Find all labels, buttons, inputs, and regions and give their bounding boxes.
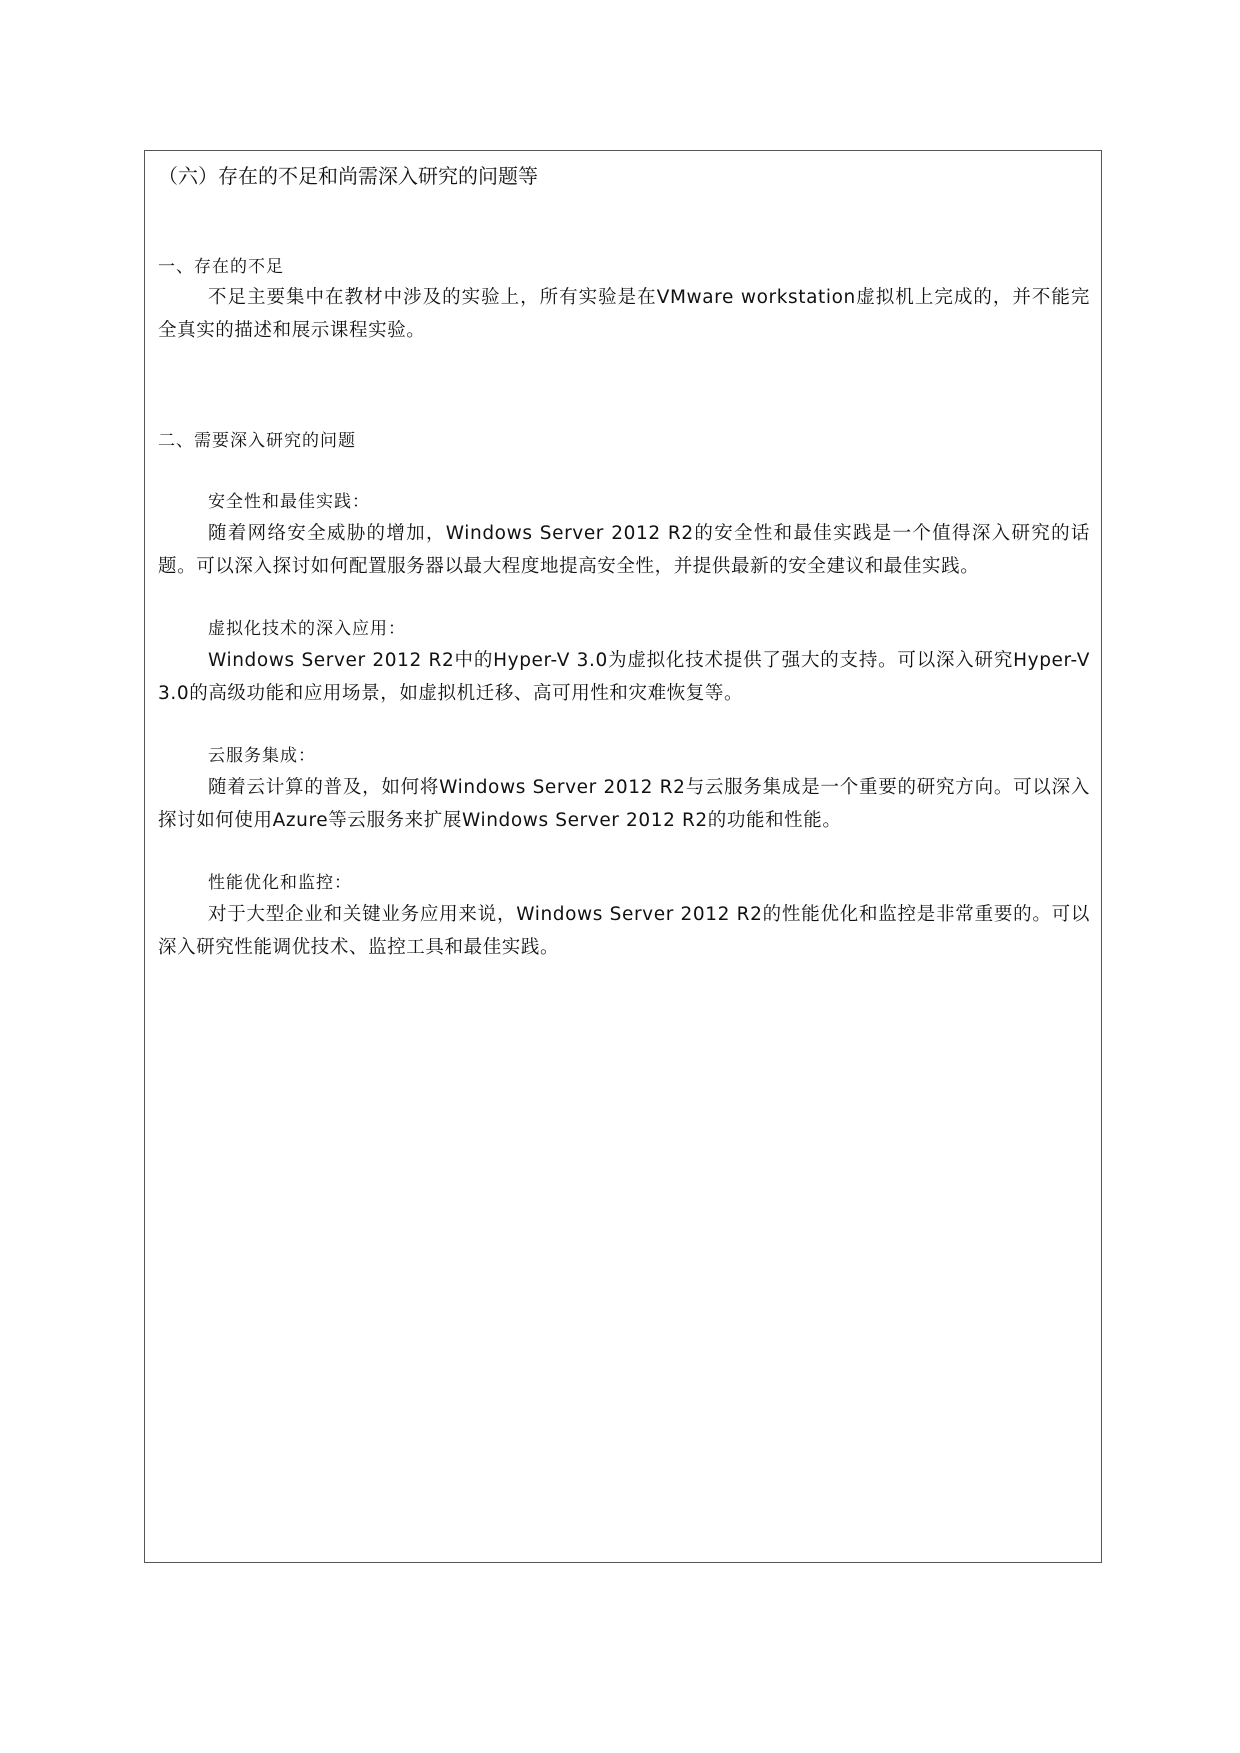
topic-text-virtualization: Windows Server 2012 R2中的Hyper-V 3.0为虚拟化技术提供了强大的支持。可以深入研究Hyper-V 3.0的高级功能和应用场景，如虚拟机迁移、高可用性和灾难恢复等。 <box>158 650 1090 704</box>
topic-text-security: 随着网络安全威胁的增加，Windows Server 2012 R2的安全性和最佳实践是一个值得深入研究的话题。可以深入探讨如何配置服务器以最大程度地提高安全性，并提供最新的安全建议和最佳实践。 <box>158 523 1090 577</box>
topic-title-cloud: 云服务集成： <box>208 746 316 766</box>
topic-title-virtualization: 虚拟化技术的深入应用： <box>208 619 406 639</box>
part1-heading: 一、存在的不足 <box>158 257 284 277</box>
topic-text-cloud: 随着云计算的普及，如何将Windows Server 2012 R2与云服务集成是一个重要的研究方向。可以深入探讨如何使用Azure等云服务来扩展Windows Server 2012 R2的功能和性能。 <box>158 777 1090 831</box>
topic-title-security: 安全性和最佳实践： <box>208 492 370 512</box>
section-title: （六）存在的不足和尚需深入研究的问题等 <box>158 164 538 188</box>
report-content <box>158 161 1090 964</box>
report-frame <box>144 150 1102 1563</box>
part2-heading: 二、需要深入研究的问题 <box>158 431 356 451</box>
part1-paragraph: 不足主要集中在教材中涉及的实验上，所有实验是在VMware workstation虚拟机上完成的，并不能完全真实的描述和展示课程实验。 <box>158 287 1090 341</box>
topic-text-performance: 对于大型企业和关键业务应用来说，Windows Server 2012 R2的性能优化和监控是非常重要的。可以深入研究性能调优技术、监控工具和最佳实践。 <box>158 904 1090 958</box>
topic-title-performance: 性能优化和监控： <box>208 873 352 893</box>
